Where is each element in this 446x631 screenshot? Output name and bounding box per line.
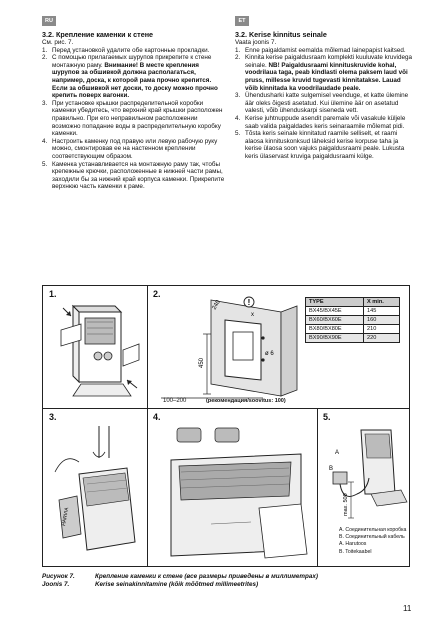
ru-steps — [42, 47, 225, 191]
panel-5-legend — [339, 527, 406, 556]
table-cell-type: BX45/BX45E — [306, 307, 364, 316]
et-section-title: 3.2. Kerise kinnitus seinale — [235, 30, 327, 39]
caption-et-text: Kerise seinakinnitamine (kõik mõõtmed millimeetrites) — [95, 581, 259, 588]
panel-1-number: 1. — [49, 289, 57, 299]
et-step-1: 1. Enne paigaldamist eemalda mõlemad lainepapist kaitsed. — [235, 46, 406, 54]
dim-6-label: ø 6 — [265, 351, 274, 357]
page-number: 11 — [403, 604, 412, 613]
caption-ru-label: Рисунок 7. — [42, 573, 75, 580]
panel-4-number: 4. — [153, 412, 161, 422]
label-a: A — [335, 450, 340, 456]
panel-2-number: 2. — [153, 289, 161, 299]
lang-badge-et: ET — [235, 16, 249, 26]
table-cell-type: BX60/BX60E — [306, 316, 364, 325]
legend-item: B. Toitekaabel — [339, 548, 372, 555]
recommendation-label: (рекомендация/soovitus: 100) — [206, 398, 286, 404]
ru-step-2: 2. С помощью прилагаемых шурупов прикрепите к стене монтажную раму. Внимание! В месте крепления шурупов за обшивкой должна располагаться, например, доска, к которой рама прочно крепится. Если за обшивкой нет доски, то доску можно прочно крепить поверх вагонки. — [42, 54, 218, 100]
ru-step-3: 3. При установке крышки распределительной коробки каменки убедитесь, что верхний край крышки расположен правильно. При его неправильном расположении возможно попадание воды в распределительную коробку каменки. — [42, 99, 223, 138]
panel-1-heater-drawing — [51, 300, 141, 404]
dim-450-label: 450 — [199, 357, 205, 368]
dim-240-label: 240 — [211, 299, 222, 311]
et-step-2: 2. Kinnita kerise paigaldusraam komplekti kuuluvate kruvidega seinale. NB! Paigaldusraami kinnituskruvide kohal, voodrilaua taga, peab kindlasti olema paksem laud või pruss, millesse kruvid tugevasti kinnitatakse. Lauad võib kinnitada ka voodrilaudade peale. — [235, 54, 412, 92]
ru-see-figure: См. рис. 7. — [42, 39, 74, 46]
caption-et-label: Joonis 7. — [42, 581, 70, 588]
panel-5-number: 5. — [323, 412, 331, 422]
et-step-3: 3. Ühendusharki katte sulgemisel veenduge, et katte ülemine äär oleks õigesti asetatud. Kui ülemine äär on asetatud valesti, võib ühenduskarpi siseneda vett. — [235, 92, 409, 115]
svg-text:HARVIA: HARVIA — [61, 507, 71, 527]
table-cell-xmin: 160 — [364, 316, 400, 325]
et-steps — [235, 47, 413, 161]
table-row — [306, 316, 400, 325]
figure-divider-h — [43, 408, 409, 409]
caption-ru-text: Крепление каменки к стене (все размеры приведены в миллиметрах) — [95, 573, 318, 580]
panel-3-heater-drawing — [49, 422, 145, 564]
et-column — [235, 31, 413, 161]
panel-4-heater-drawing — [151, 422, 315, 564]
table-cell-xmin: 210 — [364, 325, 400, 334]
xmin-table — [305, 297, 400, 343]
ru-warning: Внимание! В месте крепления шурупов за обшивкой должна располагаться, например, доска, к которой рама прочно крепится. Если за обшивкой нет доски, то доску можно прочно крепить поверх вагонки. — [52, 61, 218, 100]
et-warning: NB! Paigaldusraami kinnituskruvide kohal, voodrilaua taga, peab kindlasti olema paksem laud või pruss, millesse kruvid tugevasti kinnitatakse. Lauad võib kinnitada ka voodrilaudade peale. — [245, 61, 408, 92]
figure-divider-v2 — [147, 408, 148, 566]
lang-badge-ru: RU — [42, 16, 56, 26]
table-row — [306, 334, 400, 343]
et-step-5: 5. Tõsta keris seinale kinnitatud raamile selliselt, et raami alaosa kinnituskonksud läheksid kerise korpuse taha ja kerise ülaosa soon vajuks paigaldusraami peale. Lukusta keris ülaservast kruviga paigaldusraami külge. — [235, 130, 405, 160]
ru-step-5: 5. Каменка устанавливается на монтажную раму так, чтобы крепежные крючки, расположенные в нижней части рамы, заходили бы за нижний край корпуса каменки. Прикрепите верхнюю часть каменки к раме. — [42, 160, 225, 191]
panel-5-heater-drawing — [321, 422, 409, 522]
table-row — [306, 325, 400, 334]
table-header-xmin: X min. — [364, 298, 400, 307]
table-cell-xmin: 145 — [364, 307, 400, 316]
legend-item: B. Соединительный кабель — [339, 534, 405, 541]
legend-item: A. Соединительная коробка — [339, 527, 407, 533]
ru-step-1: 1. Перед установкой удалите обе картонные прокладки. — [42, 46, 210, 54]
legend-item: A. Harutoos — [339, 541, 367, 548]
dim-range-label: 100–200 — [163, 398, 187, 404]
installation-figure — [42, 285, 410, 567]
table-cell-type: BX90/BX90E — [306, 334, 364, 343]
table-cell-type: BX80/BX80E — [306, 325, 364, 334]
ru-step-4: 4. Настроить каменку под правую или левую рабочую руку можно, смонтировав ее на настенном креплении соответствующим образом. — [42, 137, 218, 160]
dim-x-label: x — [251, 312, 254, 318]
ru-section-title: 3.2. Крепление каменки к стене — [42, 30, 154, 39]
et-see-figure: Vaata joonis 7. — [235, 39, 277, 46]
figure-divider-v3 — [317, 408, 318, 566]
figure-divider-v1 — [147, 286, 148, 408]
et-step-4: 4. Kerise juhtnuppude asendit paremale või vasakule küljele saab valida paigaldades keris seinaraamile mõlemat pidi. — [235, 114, 406, 130]
panel-3-number: 3. — [49, 412, 57, 422]
panel-2-wall-frame-drawing — [151, 294, 301, 406]
table-row — [306, 307, 400, 316]
table-header-type: TYPE — [306, 298, 364, 307]
ru-column — [42, 31, 225, 191]
label-b: B — [329, 466, 334, 472]
svg-text:!: ! — [247, 298, 251, 307]
dim-max-label: max. 500 — [343, 493, 349, 516]
table-cell-xmin: 220 — [364, 334, 400, 343]
